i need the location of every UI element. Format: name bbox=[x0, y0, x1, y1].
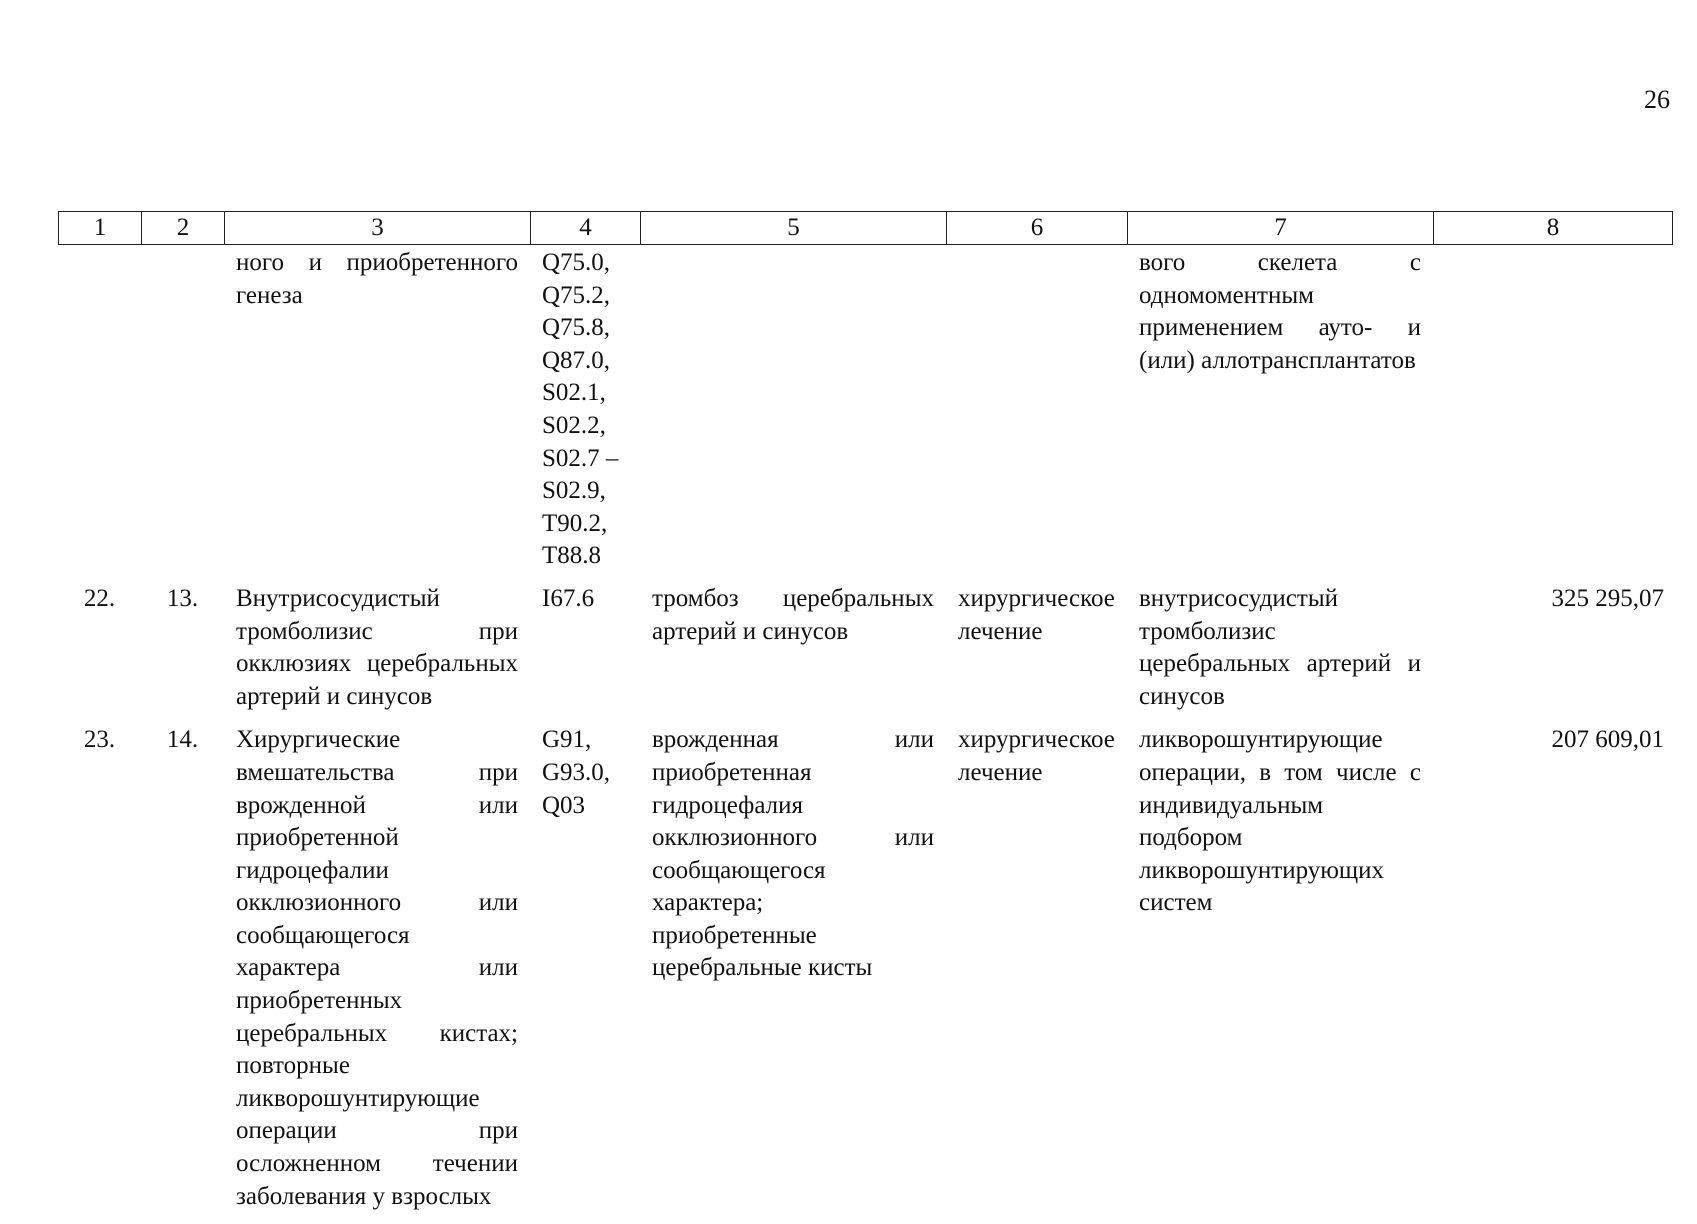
header-cell-1: 1 bbox=[59, 212, 142, 245]
code-line: S02.2, bbox=[542, 411, 606, 439]
code-line: T88.8 bbox=[542, 542, 602, 570]
cell-treatment: хирургическое лечение bbox=[958, 726, 1115, 786]
table-row bbox=[58, 583, 1672, 724]
header-cell-4: 4 bbox=[531, 212, 641, 245]
cell-condition bbox=[640, 247, 946, 583]
cell-name: Хирургические вмешательства при врожденной или приобретенной гидроцефалии окклюзионного или сообщающегося характера или приобретенных церебральных кистах; повторные ликворошунтирующие операции при осложненном течении заболевания у взрослых bbox=[236, 726, 518, 1210]
cell-codes bbox=[530, 724, 640, 1224]
code-line: S02.9, bbox=[542, 477, 606, 505]
cell-codes bbox=[530, 583, 640, 724]
table-row-continuation bbox=[58, 247, 1672, 583]
code-line: S02.7 – bbox=[542, 444, 619, 472]
cell-treatment: хирургическое лечение bbox=[958, 584, 1115, 645]
cell-sub: 14. bbox=[166, 726, 199, 754]
table-row bbox=[58, 724, 1672, 1224]
cell-num bbox=[58, 247, 141, 583]
cell-price bbox=[1433, 247, 1672, 583]
cell-num: 23. bbox=[83, 726, 116, 754]
cell-condition: врожденная или приобретенная гидроцефалия окклюзионного или сообщающегося характера; приобретенные церебральные кисты bbox=[652, 726, 934, 982]
header-cell-5: 5 bbox=[641, 212, 947, 245]
cell-sub bbox=[141, 247, 224, 583]
cell-price: 325 295,07 bbox=[1551, 584, 1664, 612]
code-line: Q03 bbox=[542, 791, 586, 819]
code-line: G93.0, bbox=[542, 758, 611, 786]
cell-method: ликворошунтирующие операции, в том числе с индивидуальным подбором ликворошунтирующих систем bbox=[1139, 726, 1421, 917]
header-cell-3: 3 bbox=[225, 212, 531, 245]
cell-method: вого скелета с одномоментным применением ауто- и (или) аллотрансплантатов bbox=[1139, 249, 1421, 374]
header-cell-7: 7 bbox=[1128, 212, 1434, 245]
cell-condition: тромбоз церебральных артерий и синусов bbox=[652, 584, 934, 645]
header-cell-6: 6 bbox=[947, 212, 1128, 245]
code-line: S02.1, bbox=[542, 379, 606, 407]
code-line: I67.6 bbox=[542, 584, 595, 612]
code-line: Q75.0, bbox=[542, 249, 611, 276]
cell-sub: 13. bbox=[166, 584, 199, 612]
cell-method: внутрисосудистый тромболизис церебральных артерий и синусов bbox=[1139, 584, 1421, 710]
cell-price: 207 609,01 bbox=[1551, 726, 1664, 754]
code-line: T90.2, bbox=[542, 509, 608, 537]
cell-num: 22. bbox=[83, 584, 116, 612]
table-body bbox=[58, 247, 1672, 1224]
code-line: Q87.0, bbox=[542, 346, 611, 374]
cell-name: ного и приобретенного генеза bbox=[236, 249, 518, 309]
header-cell-2: 2 bbox=[142, 212, 225, 245]
cell-codes bbox=[530, 247, 640, 583]
header-cell-8: 8 bbox=[1434, 212, 1673, 245]
code-line: Q75.2, bbox=[542, 281, 611, 309]
cell-name: Внутрисосудистый тромболизис при окклюзиях церебральных артерий и синусов bbox=[236, 584, 518, 710]
code-line: G91, bbox=[542, 726, 592, 754]
page-number: 26 bbox=[1644, 85, 1670, 114]
code-line: Q75.8, bbox=[542, 314, 611, 342]
table-header bbox=[58, 211, 1673, 245]
cell-treatment bbox=[946, 247, 1127, 583]
